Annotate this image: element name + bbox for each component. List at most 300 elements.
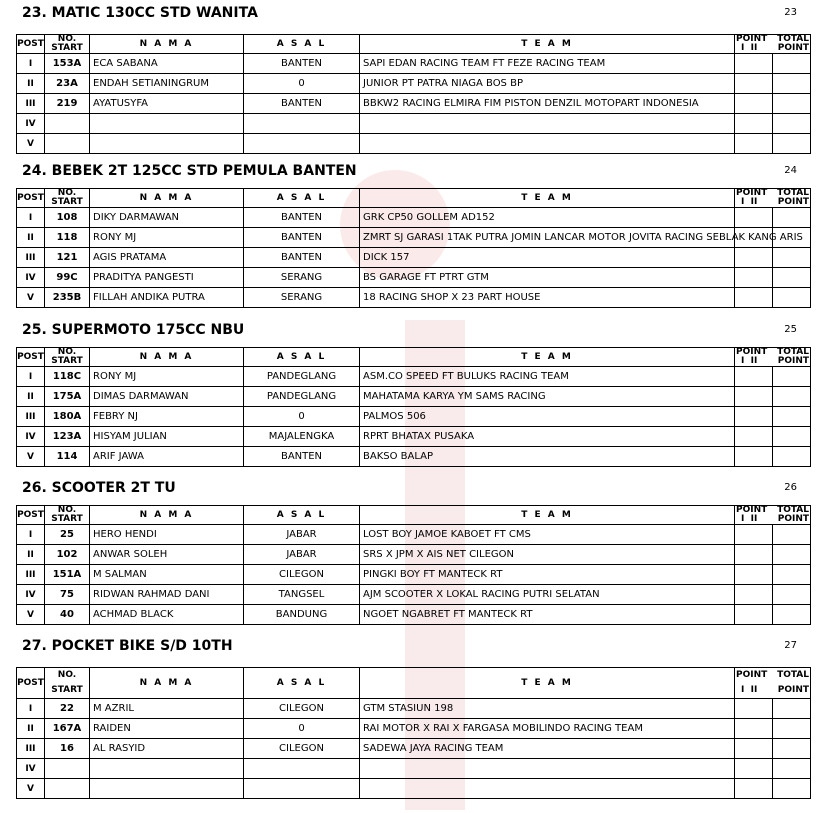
cell-point bbox=[735, 545, 773, 565]
cell-total-point bbox=[773, 94, 811, 114]
cell-total-point bbox=[773, 54, 811, 74]
cell-point bbox=[735, 248, 773, 268]
header-row bbox=[17, 189, 811, 208]
cell-nama: AL RASYID bbox=[90, 739, 244, 759]
cell-nama: RONY MJ bbox=[90, 367, 244, 387]
cell-position: III bbox=[17, 407, 45, 427]
header-post: POST bbox=[17, 35, 45, 54]
cell-total-point bbox=[773, 545, 811, 565]
cell-start-number: 151A bbox=[45, 565, 90, 585]
header-team: T E A M bbox=[360, 189, 735, 208]
points-row-bottom bbox=[735, 44, 810, 53]
points-row-top bbox=[735, 671, 810, 680]
cell-asal: BANTEN bbox=[244, 94, 360, 114]
cell-nama: FILLAH ANDIKA PUTRA bbox=[90, 288, 244, 308]
cell-point bbox=[735, 739, 773, 759]
cell-asal: SERANG bbox=[244, 288, 360, 308]
cell-team: RPRT BHATAX PUSAKA bbox=[360, 427, 735, 447]
results-table bbox=[16, 34, 811, 154]
cell-asal: MAJALENGKA bbox=[244, 427, 360, 447]
points-stack bbox=[735, 668, 810, 698]
cell-nama: AYATUSYFA bbox=[90, 94, 244, 114]
cell-team bbox=[360, 779, 735, 799]
cell-team: SRS X JPM X AIS NET CILEGON bbox=[360, 545, 735, 565]
header-points bbox=[735, 35, 811, 54]
table-row bbox=[17, 134, 811, 154]
cell-start-number: 23A bbox=[45, 74, 90, 94]
table-row bbox=[17, 94, 811, 114]
section-number: 26 bbox=[784, 482, 797, 493]
table-row bbox=[17, 759, 811, 779]
cell-point bbox=[735, 94, 773, 114]
cell-nama bbox=[90, 779, 244, 799]
cell-position: I bbox=[17, 54, 45, 74]
header-points bbox=[735, 506, 811, 525]
header-row bbox=[17, 348, 811, 367]
cell-asal: CILEGON bbox=[244, 739, 360, 759]
no-start-stack bbox=[45, 506, 89, 524]
points-row-bottom bbox=[735, 198, 810, 207]
cell-total-point bbox=[773, 387, 811, 407]
cell-position: I bbox=[17, 367, 45, 387]
header-no-start bbox=[45, 348, 90, 367]
cell-nama: M SALMAN bbox=[90, 565, 244, 585]
cell-nama: DIKY DARMAWAN bbox=[90, 208, 244, 228]
header-total: TOTAL bbox=[777, 188, 809, 198]
cell-nama: AGIS PRATAMA bbox=[90, 248, 244, 268]
header-point-ii: II bbox=[750, 356, 758, 366]
cell-team: BS GARAGE FT PTRT GTM bbox=[360, 268, 735, 288]
cell-start-number: 180A bbox=[45, 407, 90, 427]
header-team: T E A M bbox=[360, 348, 735, 367]
header-asal: A S A L bbox=[244, 35, 360, 54]
cell-team: PINGKI BOY FT MANTECK RT bbox=[360, 565, 735, 585]
cell-point bbox=[735, 699, 773, 719]
cell-start-number: 118C bbox=[45, 367, 90, 387]
cell-start-number: 75 bbox=[45, 585, 90, 605]
cell-position: III bbox=[17, 94, 45, 114]
cell-point bbox=[735, 134, 773, 154]
cell-team: PALMOS 506 bbox=[360, 407, 735, 427]
table-row bbox=[17, 719, 811, 739]
header-asal: A S A L bbox=[244, 506, 360, 525]
cell-position: V bbox=[17, 288, 45, 308]
table-row bbox=[17, 739, 811, 759]
cell-nama: ACHMAD BLACK bbox=[90, 605, 244, 625]
cell-nama: HERO HENDI bbox=[90, 525, 244, 545]
cell-total-point bbox=[773, 699, 811, 719]
cell-start-number: 219 bbox=[45, 94, 90, 114]
cell-asal: BANTEN bbox=[244, 248, 360, 268]
header-start: START bbox=[51, 197, 83, 207]
table-row bbox=[17, 605, 811, 625]
cell-start-number: 175A bbox=[45, 387, 90, 407]
header-post: POST bbox=[17, 348, 45, 367]
cell-asal: PANDEGLANG bbox=[244, 387, 360, 407]
cell-team: GTM STASIUN 198 bbox=[360, 699, 735, 719]
cell-total-point bbox=[773, 759, 811, 779]
cell-team: ASM.CO SPEED FT BULUKS RACING TEAM bbox=[360, 367, 735, 387]
cell-nama bbox=[90, 114, 244, 134]
cell-point bbox=[735, 719, 773, 739]
header-nama: N A M A bbox=[90, 668, 244, 699]
cell-position: III bbox=[17, 739, 45, 759]
cell-nama: ARIF JAWA bbox=[90, 447, 244, 467]
cell-nama: M AZRIL bbox=[90, 699, 244, 719]
header-start: START bbox=[51, 43, 83, 53]
cell-total-point bbox=[773, 605, 811, 625]
results-table bbox=[16, 667, 811, 799]
table-row bbox=[17, 74, 811, 94]
cell-start-number: 114 bbox=[45, 447, 90, 467]
cell-total-point bbox=[773, 739, 811, 759]
cell-point bbox=[735, 565, 773, 585]
cell-position: V bbox=[17, 779, 45, 799]
cell-start-number: 102 bbox=[45, 545, 90, 565]
header-start: START bbox=[51, 514, 83, 524]
table-row bbox=[17, 585, 811, 605]
points-stack bbox=[735, 35, 810, 53]
header-total-point: POINT bbox=[777, 356, 809, 366]
cell-team bbox=[360, 759, 735, 779]
header-points bbox=[735, 348, 811, 367]
cell-point bbox=[735, 387, 773, 407]
header-point: POINT bbox=[736, 505, 768, 515]
cell-asal: BANTEN bbox=[244, 447, 360, 467]
cell-team: RAI MOTOR X RAI X FARGASA MOBILINDO RACING TEAM bbox=[360, 719, 735, 739]
cell-total-point bbox=[773, 367, 811, 387]
cell-asal bbox=[244, 134, 360, 154]
cell-total-point bbox=[773, 525, 811, 545]
header-no: NO. bbox=[57, 505, 77, 515]
cell-team: AJM SCOOTER X LOKAL RACING PUTRI SELATAN bbox=[360, 585, 735, 605]
cell-point bbox=[735, 427, 773, 447]
section-number: 25 bbox=[784, 324, 797, 335]
section-number: 23 bbox=[784, 7, 797, 18]
cell-team: JUNIOR PT PATRA NIAGA BOS BP bbox=[360, 74, 735, 94]
header-total-point: POINT bbox=[777, 514, 809, 524]
points-row-bottom bbox=[735, 686, 810, 695]
cell-team: BAKSO BALAP bbox=[360, 447, 735, 467]
cell-position: V bbox=[17, 605, 45, 625]
cell-total-point bbox=[773, 268, 811, 288]
table-row bbox=[17, 208, 811, 228]
table-row bbox=[17, 387, 811, 407]
cell-position: I bbox=[17, 208, 45, 228]
header-nama: N A M A bbox=[90, 506, 244, 525]
cell-position: III bbox=[17, 565, 45, 585]
cell-asal: 0 bbox=[244, 74, 360, 94]
header-row bbox=[17, 506, 811, 525]
table-row bbox=[17, 54, 811, 74]
table-row bbox=[17, 545, 811, 565]
cell-asal: BANTEN bbox=[244, 228, 360, 248]
section-title: 23. MATIC 130CC STD WANITA bbox=[22, 5, 258, 21]
no-start-stack bbox=[45, 189, 89, 207]
cell-team bbox=[360, 134, 735, 154]
cell-start-number: 40 bbox=[45, 605, 90, 625]
cell-total-point bbox=[773, 208, 811, 228]
cell-team: 18 RACING SHOP X 23 PART HOUSE bbox=[360, 288, 735, 308]
cell-start-number: 123A bbox=[45, 427, 90, 447]
cell-nama: PRADITYA PANGESTI bbox=[90, 268, 244, 288]
header-total: TOTAL bbox=[777, 670, 809, 680]
cell-position: I bbox=[17, 699, 45, 719]
cell-point bbox=[735, 525, 773, 545]
cell-start-number bbox=[45, 134, 90, 154]
section-title: 24. BEBEK 2T 125CC STD PEMULA BANTEN bbox=[22, 163, 357, 179]
header-point-ii: II bbox=[750, 514, 758, 524]
section-title: 25. SUPERMOTO 175CC NBU bbox=[22, 322, 245, 338]
header-nama: N A M A bbox=[90, 189, 244, 208]
header-no: NO. bbox=[57, 34, 77, 44]
header-point: POINT bbox=[736, 347, 768, 357]
points-row-bottom bbox=[735, 515, 810, 524]
cell-asal: JABAR bbox=[244, 545, 360, 565]
cell-position: V bbox=[17, 447, 45, 467]
cell-total-point bbox=[773, 565, 811, 585]
header-asal: A S A L bbox=[244, 668, 360, 699]
header-start: START bbox=[51, 685, 83, 695]
cell-position: IV bbox=[17, 759, 45, 779]
cell-asal: BANDUNG bbox=[244, 605, 360, 625]
cell-team: SADEWA JAYA RACING TEAM bbox=[360, 739, 735, 759]
header-no-start bbox=[45, 35, 90, 54]
cell-point bbox=[735, 605, 773, 625]
points-stack bbox=[735, 348, 810, 366]
table-row bbox=[17, 288, 811, 308]
header-asal: A S A L bbox=[244, 348, 360, 367]
cell-nama: RIDWAN RAHMAD DANI bbox=[90, 585, 244, 605]
cell-start-number: 235B bbox=[45, 288, 90, 308]
cell-total-point bbox=[773, 74, 811, 94]
points-stack bbox=[735, 189, 810, 207]
cell-asal bbox=[244, 759, 360, 779]
cell-asal: CILEGON bbox=[244, 699, 360, 719]
cell-asal bbox=[244, 114, 360, 134]
cell-nama: HISYAM JULIAN bbox=[90, 427, 244, 447]
cell-position: II bbox=[17, 74, 45, 94]
header-no: NO. bbox=[57, 188, 77, 198]
cell-position: II bbox=[17, 545, 45, 565]
cell-point bbox=[735, 407, 773, 427]
cell-point bbox=[735, 54, 773, 74]
header-post: POST bbox=[17, 668, 45, 699]
cell-asal: CILEGON bbox=[244, 565, 360, 585]
header-point-heats bbox=[736, 198, 757, 207]
header-point-ii: II bbox=[750, 685, 758, 695]
cell-start-number: 108 bbox=[45, 208, 90, 228]
header-team: T E A M bbox=[360, 506, 735, 525]
cell-total-point bbox=[773, 134, 811, 154]
cell-position: IV bbox=[17, 427, 45, 447]
header-nama: N A M A bbox=[90, 348, 244, 367]
cell-point bbox=[735, 288, 773, 308]
points-row-bottom bbox=[735, 357, 810, 366]
no-start-stack bbox=[45, 348, 89, 366]
cell-point bbox=[735, 74, 773, 94]
header-point: POINT bbox=[736, 188, 768, 198]
cell-point bbox=[735, 208, 773, 228]
cell-team: ZMRT SJ GARASI 1TAK PUTRA JOMIN LANCAR MOTOR JOVITA RACING SEBLAK KANG ARIS bbox=[360, 228, 735, 248]
section-title: 27. POCKET BIKE S/D 10TH bbox=[22, 638, 233, 654]
cell-asal: BANTEN bbox=[244, 208, 360, 228]
cell-start-number bbox=[45, 114, 90, 134]
cell-total-point bbox=[773, 407, 811, 427]
cell-start-number bbox=[45, 779, 90, 799]
cell-team: GRK CP50 GOLLEM AD152 bbox=[360, 208, 735, 228]
cell-asal: BANTEN bbox=[244, 54, 360, 74]
cell-asal: 0 bbox=[244, 407, 360, 427]
header-row bbox=[17, 35, 811, 54]
cell-nama bbox=[90, 759, 244, 779]
cell-position: II bbox=[17, 719, 45, 739]
cell-team: SAPI EDAN RACING TEAM FT FEZE RACING TEAM bbox=[360, 54, 735, 74]
header-point: POINT bbox=[736, 670, 768, 680]
points-stack bbox=[735, 506, 810, 524]
header-point: POINT bbox=[736, 34, 768, 44]
cell-start-number bbox=[45, 759, 90, 779]
header-total: TOTAL bbox=[777, 505, 809, 515]
cell-point bbox=[735, 447, 773, 467]
cell-nama: ECA SABANA bbox=[90, 54, 244, 74]
table-row bbox=[17, 525, 811, 545]
results-table bbox=[16, 188, 811, 308]
table-row bbox=[17, 407, 811, 427]
cell-total-point bbox=[773, 248, 811, 268]
header-points bbox=[735, 189, 811, 208]
section-number: 27 bbox=[784, 640, 797, 651]
cell-start-number: 118 bbox=[45, 228, 90, 248]
cell-start-number: 121 bbox=[45, 248, 90, 268]
header-point-ii: II bbox=[750, 197, 758, 207]
table-row bbox=[17, 268, 811, 288]
cell-asal: TANGSEL bbox=[244, 585, 360, 605]
header-point-ii: II bbox=[750, 43, 758, 53]
header-start: START bbox=[51, 356, 83, 366]
cell-position: IV bbox=[17, 268, 45, 288]
cell-nama: DIMAS DARMAWAN bbox=[90, 387, 244, 407]
cell-start-number: 25 bbox=[45, 525, 90, 545]
table-row bbox=[17, 779, 811, 799]
table-row bbox=[17, 114, 811, 134]
header-point-i: I bbox=[741, 197, 745, 207]
cell-point bbox=[735, 759, 773, 779]
header-no-start bbox=[45, 506, 90, 525]
header-no-start bbox=[45, 189, 90, 208]
cell-team: NGOET NGABRET FT MANTECK RT bbox=[360, 605, 735, 625]
header-team: T E A M bbox=[360, 668, 735, 699]
table-row bbox=[17, 248, 811, 268]
header-point-heats bbox=[736, 44, 757, 53]
header-point-heats bbox=[736, 515, 757, 524]
header-row bbox=[17, 668, 811, 699]
results-table bbox=[16, 505, 811, 625]
cell-asal: 0 bbox=[244, 719, 360, 739]
cell-nama: ENDAH SETIANINGRUM bbox=[90, 74, 244, 94]
cell-position: II bbox=[17, 387, 45, 407]
cell-start-number: 167A bbox=[45, 719, 90, 739]
header-asal: A S A L bbox=[244, 189, 360, 208]
cell-position: II bbox=[17, 228, 45, 248]
cell-position: V bbox=[17, 134, 45, 154]
header-points bbox=[735, 668, 811, 699]
cell-team bbox=[360, 114, 735, 134]
cell-nama: RAIDEN bbox=[90, 719, 244, 739]
header-no: NO. bbox=[57, 670, 77, 680]
cell-team: MAHATAMA KARYA YM SAMS RACING bbox=[360, 387, 735, 407]
cell-position: IV bbox=[17, 114, 45, 134]
cell-total-point bbox=[773, 719, 811, 739]
table-row bbox=[17, 228, 811, 248]
table-row bbox=[17, 367, 811, 387]
header-point-i: I bbox=[741, 43, 745, 53]
cell-point bbox=[735, 268, 773, 288]
cell-asal: PANDEGLANG bbox=[244, 367, 360, 387]
header-point-heats bbox=[736, 686, 757, 695]
cell-total-point bbox=[773, 447, 811, 467]
cell-asal: JABAR bbox=[244, 525, 360, 545]
cell-position: III bbox=[17, 248, 45, 268]
cell-position: IV bbox=[17, 585, 45, 605]
cell-total-point bbox=[773, 427, 811, 447]
header-point-heats bbox=[736, 357, 757, 366]
table-row bbox=[17, 565, 811, 585]
cell-asal: SERANG bbox=[244, 268, 360, 288]
section-title: 26. SCOOTER 2T TU bbox=[22, 480, 176, 496]
header-team: T E A M bbox=[360, 35, 735, 54]
cell-asal bbox=[244, 779, 360, 799]
header-no: NO. bbox=[57, 347, 77, 357]
cell-team: LOST BOY JAMOE KABOET FT CMS bbox=[360, 525, 735, 545]
section-number: 24 bbox=[784, 165, 797, 176]
cell-start-number: 153A bbox=[45, 54, 90, 74]
header-no-start bbox=[45, 668, 90, 699]
cell-total-point bbox=[773, 585, 811, 605]
cell-point bbox=[735, 114, 773, 134]
cell-total-point bbox=[773, 114, 811, 134]
no-start-stack bbox=[45, 35, 89, 53]
cell-start-number: 22 bbox=[45, 699, 90, 719]
header-total: TOTAL bbox=[777, 34, 809, 44]
cell-position: I bbox=[17, 525, 45, 545]
cell-team: DICK 157 bbox=[360, 248, 735, 268]
table-row bbox=[17, 699, 811, 719]
header-post: POST bbox=[17, 506, 45, 525]
header-post: POST bbox=[17, 189, 45, 208]
table-row bbox=[17, 427, 811, 447]
cell-point bbox=[735, 367, 773, 387]
header-point-i: I bbox=[741, 685, 745, 695]
cell-total-point bbox=[773, 779, 811, 799]
results-table bbox=[16, 347, 811, 467]
cell-nama: RONY MJ bbox=[90, 228, 244, 248]
header-total: TOTAL bbox=[777, 347, 809, 357]
cell-total-point bbox=[773, 288, 811, 308]
cell-nama bbox=[90, 134, 244, 154]
header-total-point: POINT bbox=[777, 685, 809, 695]
cell-nama: ANWAR SOLEH bbox=[90, 545, 244, 565]
header-point-i: I bbox=[741, 356, 745, 366]
header-total-point: POINT bbox=[777, 197, 809, 207]
cell-team: BBKW2 RACING ELMIRA FIM PISTON DENZIL MOTOPART INDONESIA bbox=[360, 94, 735, 114]
cell-start-number: 99C bbox=[45, 268, 90, 288]
cell-nama: FEBRY NJ bbox=[90, 407, 244, 427]
cell-point bbox=[735, 585, 773, 605]
cell-start-number: 16 bbox=[45, 739, 90, 759]
cell-point bbox=[735, 779, 773, 799]
table-row bbox=[17, 447, 811, 467]
